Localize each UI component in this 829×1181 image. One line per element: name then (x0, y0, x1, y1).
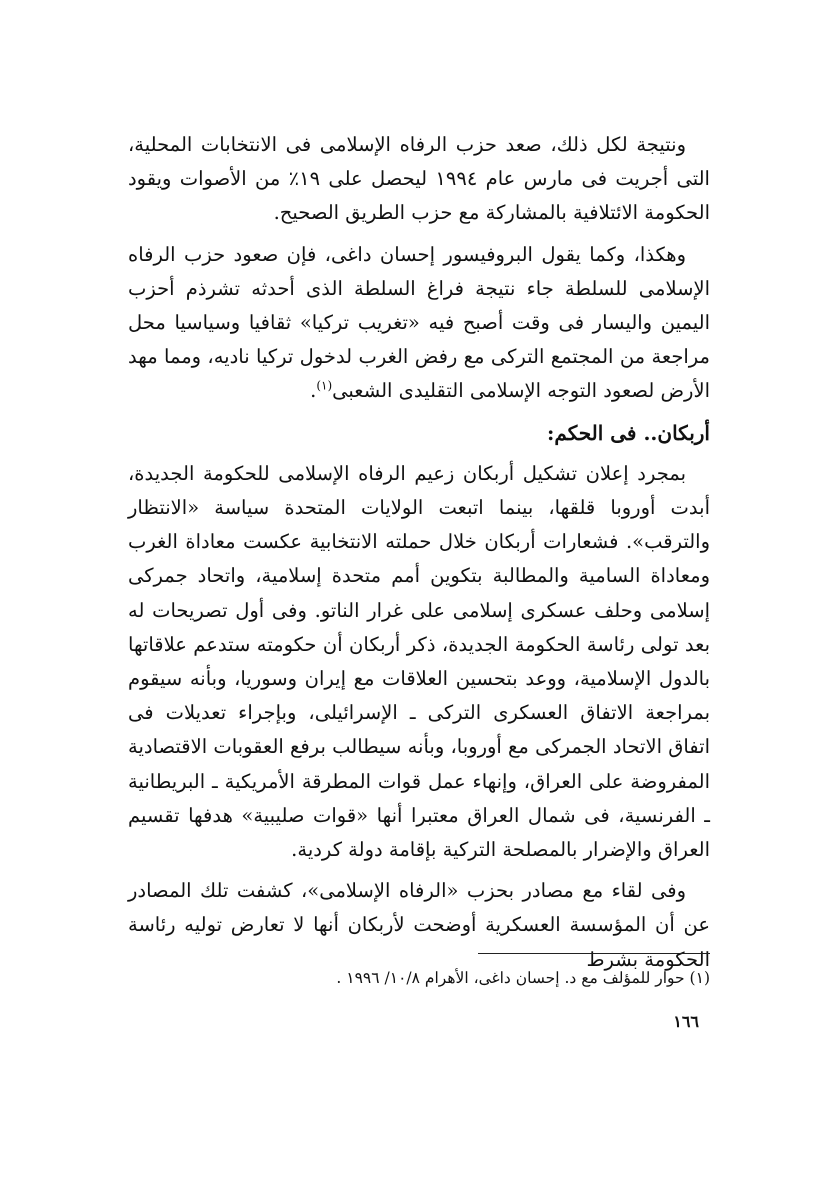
paragraph-4: وفى لقاء مع مصادر بحزب «الرفاه الإسلامى»، كشفت تلك المصادر عن أن المؤسسة العسكرية أوضحت لأربكان أنها لا تعارض توليه رئاسة الحكومة بشرط (128, 879, 710, 971)
paragraph-2 (128, 238, 710, 409)
paragraph-1: ونتيجة لكل ذلك، صعد حزب الرفاه الإسلامى فى الانتخابات المحلية، التى أجريت فى مارس عام ١٩٩٤ ليحصل على ١٩٪ من الأصوات ويقود الحكومة الائتلافية بالمشاركة مع حزب الطريق الصحيح. (128, 133, 710, 225)
section-heading: أربكان.. فى الحكم: (547, 420, 710, 445)
footnote: (١) حوار للمؤلف مع د. إحسان داغى، الأهرام ١٠/٨/ ١٩٩٦ . (336, 969, 710, 987)
footnote-reference[interactable]: (١) (316, 378, 333, 393)
paragraph-3: بمجرد إعلان تشكيل أربكان زعيم الرفاه الإسلامى للحكومة الجديدة، أبدت أوروبا قلقها، بينما اتبعت الولايات المتحدة سياسة «الانتظار والترقب». فشعارات أربكان خلال حملته الانتخابية عكست معاداة الغرب ومعاداة السامية والمطالبة بتكوين أمم متحدة إسلامية، واتحاد جمركى إسلامى وحلف عسكرى إسلامى على غرار الناتو. وفى أول تصريحات له بعد تولى رئاسة الحكومة الجديدة، ذكر أربكان أن حكومته ستدعم علاقاتها بالدول الإسلامية، ووعد بتحسين العلاقات مع إيران وسوريا، وبأنه سيقوم بمراجعة الاتفاق العسكرى التركى ـ الإسرائيلى، وبإجراء تعديلات فى اتفاق الاتحاد الجمركى مع أوروبا، وبأنه سيطالب برفع العقوبات الاقتصادية المفروضة على العراق، وإنهاء عمل قوات المطرقة الأمريكية ـ البريطانية ـ الفرنسية، فى شمال العراق معتبرا أنها «قوات صليبية» هدفها تقسيم العراق والإضرار بالمصلحة التركية بإقامة دولة كردية. (128, 461, 710, 862)
page-number: ١٦٦ (673, 1012, 699, 1031)
paragraph-2-end: . (310, 379, 317, 403)
body-text (128, 128, 710, 984)
paragraph-2-text: وهكذا، وكما يقول البروفيسور إحسان داغى، فإن صعود حزب الرفاه الإسلامى للسلطة جاء نتيجة فراغ السلطة الذى أحدثه تشرذم أحزب اليمين واليسار فى وقت أصبح فيه «تغريب تركيا» ثقافيا وسياسيا محل مراجعة من المجتمع التركى مع رفض الغرب لدخول تركيا ناديه، ومما مهد الأرض لصعود التوجه الإسلامى التقليدى الشعبى (128, 242, 710, 403)
footnote-divider (478, 953, 710, 954)
